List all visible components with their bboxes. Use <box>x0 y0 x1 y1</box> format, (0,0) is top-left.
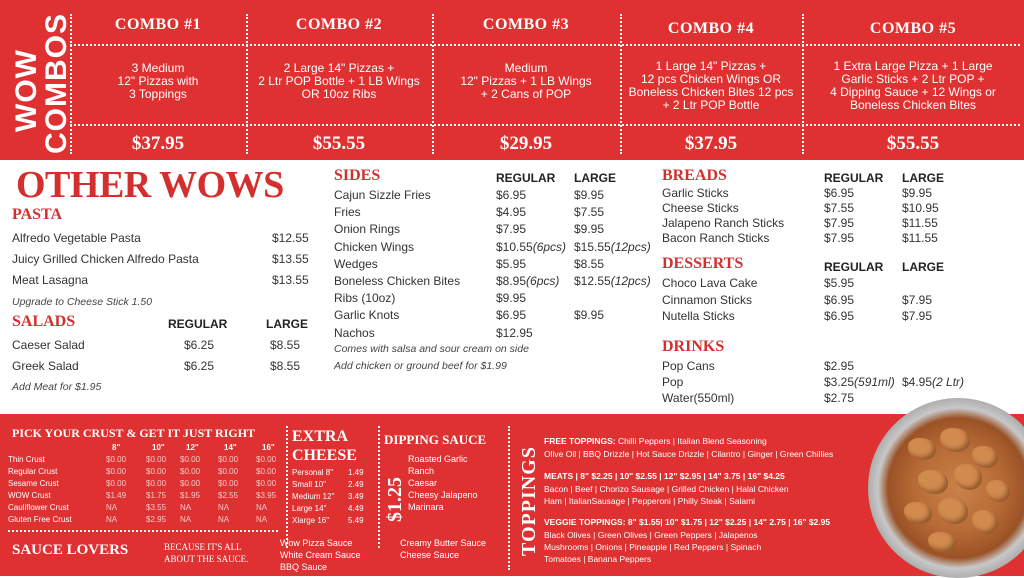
food-piece <box>938 498 968 524</box>
menu-item-price: $6.95 <box>824 292 855 307</box>
menu-item-price: $9.95 <box>574 188 605 202</box>
menu-item-name: Caeser Salad <box>12 338 85 352</box>
combo-description: 1 Extra Large Pizza + 1 Large Garlic Sticks + 2 Ltr POP + 4 Dipping Sauce + 12 Wings or Boneless Chicken Bites <box>830 59 996 112</box>
combo-price: $55.55 <box>886 133 940 154</box>
crust-price: $3.95 <box>256 491 277 500</box>
combos-word: COMBOS <box>40 13 73 154</box>
menu-item-price: $7.95 <box>902 292 933 307</box>
free-toppings-line <box>544 436 767 446</box>
menu-item-price: $4.95 <box>496 205 527 220</box>
salads-heading: SALADS <box>12 313 76 330</box>
menu-item-name: Jalapeno Ranch Sticks <box>662 216 785 230</box>
meats-prices: MEATS | 8" $2.25 | 10" $2.55 | 12" $2.95 | 14" 3.75 | 16" $4.25 <box>544 471 785 481</box>
menu-item-name: Fries <box>334 205 361 220</box>
menu-item-price: $6.25 <box>184 338 215 352</box>
menu-item-name: Alfredo Vegetable Pasta <box>12 231 141 245</box>
menu-item-name: Cajun Sizzle Fries <box>334 188 431 202</box>
combo-title: COMBO #2 <box>295 16 383 33</box>
crust-size-header: 10" <box>152 443 165 452</box>
crust-size-header: 14" <box>224 443 237 452</box>
menu-item-name: Pop Cans <box>662 359 715 373</box>
food-piece <box>940 428 970 452</box>
crust-price: NA <box>218 515 230 524</box>
crust-price: $0.00 <box>180 455 201 464</box>
menu-item-price: $9.95 <box>574 308 605 323</box>
menu-item-price: $2.75 <box>824 391 855 405</box>
column-header: LARGE <box>266 317 308 331</box>
menu-item-name: Bacon Ranch Sticks <box>662 231 770 245</box>
menu-item-name: Nachos <box>334 325 375 340</box>
crust-price: $0.00 <box>218 479 239 488</box>
combo-2[interactable] <box>248 0 430 160</box>
cheese-price: 4.49 <box>348 504 364 513</box>
crust-price: $0.00 <box>146 467 167 476</box>
food-piece <box>972 510 998 534</box>
combo-description: 2 Large 14" Pizzas + 2 Ltr POP Bottle + 1 LB Wings OR 10oz Ribs <box>258 61 420 101</box>
menu-item-price: $12.55(12pcs) <box>574 274 651 288</box>
crust-name: WOW Crust <box>8 491 51 500</box>
crust-price: $3.55 <box>146 503 167 512</box>
sauce-lovers-heading: SAUCE LOVERS <box>12 542 129 558</box>
sauce-item: Cheese Sauce <box>400 550 460 560</box>
menu-item-price: $4.95(2 Ltr) <box>902 375 965 389</box>
crust-price: $0.00 <box>106 455 127 464</box>
combos-banner <box>0 0 1024 160</box>
divider <box>378 426 380 548</box>
column-header: REGULAR <box>168 317 228 331</box>
crust-price: NA <box>218 503 230 512</box>
dipping-sauce-item: Marinara <box>408 502 444 512</box>
dipping-sauce-price: $1.25 <box>384 477 406 522</box>
cheese-size: Personal 8" <box>292 468 334 477</box>
veggie-items: Tomatoes | Banana Peppers <box>544 554 652 564</box>
crust-price: $0.00 <box>180 479 201 488</box>
meats-items: Ham | ItalianSausage | Pepperoni | Philly Steak | Salami <box>544 496 756 506</box>
crust-price: $1.75 <box>146 491 167 500</box>
free-toppings-items: Olive Oil | BBQ Drizzle | Hot Sauce Drizzle | Cilantro | Ginger | Green Chillies <box>544 449 834 459</box>
menu-item-price: $12.95 <box>496 325 533 340</box>
cheese-price: 2.49 <box>348 480 364 489</box>
dipping-sauce-heading: DIPPING SAUCE <box>384 432 487 447</box>
crust-name: Regular Crust <box>8 467 58 476</box>
menu-item-name: Juicy Grilled Chicken Alfredo Pasta <box>12 252 199 266</box>
crust-size-header: 8" <box>112 443 121 452</box>
meats-items: Bacon | Beef | Chorizo Sausage | Grilled Chicken | Halal Chicken <box>544 484 789 494</box>
extra-cheese-heading-1: EXTRA <box>292 428 349 445</box>
combo-title: COMBO #3 <box>482 16 570 33</box>
salads-note: Add Meat for $1.95 <box>12 381 102 393</box>
menu-item-name: Ribs (10oz) <box>334 291 396 306</box>
combo-price: $37.95 <box>131 133 185 154</box>
desserts-heading: DESSERTS <box>662 255 744 272</box>
sauce-item: Creamy Butter Sauce <box>400 538 487 548</box>
dipping-sauce-item: Cheesy Jalapeno <box>408 490 478 500</box>
menu-item-price: $13.55 <box>272 273 309 287</box>
pasta-note: Upgrade to Cheese Stick 1.50 <box>12 296 153 308</box>
column-header: REGULAR <box>824 171 884 185</box>
menu-item-price: $7.55 <box>574 205 605 220</box>
menu-item-price: $9.95 <box>574 222 605 237</box>
menu-item-price: $5.95 <box>824 276 855 290</box>
menu-item-name: Choco Lava Cake <box>662 276 758 290</box>
crust-size-header: 16" <box>262 443 275 452</box>
menu-item-price: $9.95 <box>902 186 933 200</box>
combo-price: $29.95 <box>499 133 553 154</box>
column-header: REGULAR <box>824 260 884 274</box>
column-header: LARGE <box>574 171 616 185</box>
menu-item-price: $8.55 <box>270 359 301 373</box>
veggie-items: Black Olives | Green Olives | Green Peppers | Jalapenos <box>544 530 758 540</box>
sides-note: Comes with salsa and sour cream on side <box>334 343 529 355</box>
free-toppings-items: Chilli Peppers | Italian Blend Seasoning <box>615 436 767 446</box>
combo-4[interactable] <box>622 0 800 160</box>
crust-name: Thin Crust <box>8 455 45 464</box>
food-piece <box>972 446 998 468</box>
crust-price: $2.55 <box>218 491 239 500</box>
combo-3[interactable] <box>434 0 618 160</box>
menu-item-name: Cinnamon Sticks <box>662 292 753 307</box>
menu-item-price: $13.55 <box>272 252 309 266</box>
menu-item-name: Nutella Sticks <box>662 309 735 323</box>
cheese-size: Small 10" <box>292 480 326 489</box>
menu-item-price: $2.95 <box>824 359 855 373</box>
sauce-lovers-tagline: ABOUT THE SAUCE. <box>164 554 249 564</box>
menu-item-price: $7.95 <box>496 222 527 237</box>
cheese-price: 5.49 <box>348 516 364 525</box>
sides-note: Add chicken or ground beef for $1.99 <box>334 360 507 372</box>
crust-price: $0.00 <box>180 467 201 476</box>
dipping-sauce-item: Caesar <box>408 478 438 488</box>
food-piece <box>918 470 948 494</box>
menu-item-name: Water(550ml) <box>662 391 735 405</box>
crust-name: Sesame Crust <box>8 479 59 488</box>
crust-price: NA <box>180 503 192 512</box>
divider <box>508 426 510 570</box>
veggie-prices: VEGGIE TOPPINGS: 8" $1.55| 10" $1.75 | 12" $2.25 | 14" 2.75 | 16" $2.95 <box>544 517 831 527</box>
menu-item-price: $11.55 <box>902 231 938 245</box>
crust-price: $0.00 <box>218 467 239 476</box>
menu-item-name: Pop <box>662 375 684 389</box>
extra-cheese-heading-2: CHEESE <box>292 447 357 464</box>
menu-item-name: Garlic Knots <box>334 308 400 323</box>
menu-item-price: $8.55 <box>270 338 301 352</box>
food-piece <box>986 480 1010 502</box>
combo-1[interactable] <box>72 0 244 160</box>
menu-item-name: Garlic Sticks <box>662 186 729 200</box>
food-piece <box>954 464 982 490</box>
menu-item-name: Chicken Wings <box>334 239 415 254</box>
combo-description: Medium 12" Pizzas + 1 LB Wings + 2 Cans of POP <box>460 61 592 101</box>
pasta-heading: PASTA <box>12 206 63 223</box>
menu-item-price: $11.55 <box>902 216 938 230</box>
wow-word: WOW <box>10 49 43 132</box>
menu-item-price: $12.55 <box>272 231 309 245</box>
menu-item-price: $10.95 <box>902 201 939 215</box>
menu-item-name: Meat Lasagna <box>12 273 89 287</box>
food-piece <box>908 438 936 460</box>
combo-title: COMBO #1 <box>114 16 202 33</box>
crust-price: NA <box>180 515 192 524</box>
toppings-vertical-heading: TOPPINGS <box>518 446 540 556</box>
other-wows-heading: OTHER WOWS <box>16 164 284 206</box>
crust-price: $0.00 <box>218 455 239 464</box>
food-piece <box>928 532 956 552</box>
crust-price: $0.00 <box>106 479 127 488</box>
wow-combos-heading <box>8 6 73 156</box>
sauce-item: BBQ Sauce <box>280 562 328 572</box>
menu-item-price: $6.95 <box>496 188 527 202</box>
combo-price: $37.95 <box>684 133 738 154</box>
menu-item-price: $6.95 <box>824 309 855 323</box>
menu-item-price: $3.25(591ml) <box>824 375 895 389</box>
menu-item-price: $9.95 <box>496 291 527 306</box>
breads-heading: BREADS <box>662 167 727 184</box>
sauce-lovers-tagline: BECAUSE IT'S ALL <box>164 542 242 552</box>
menu-item-price: $7.55 <box>824 201 855 215</box>
combo-title: COMBO #5 <box>869 20 957 37</box>
crust-price: $1.49 <box>106 491 127 500</box>
cheese-price: 1.49 <box>348 468 364 477</box>
cheese-size: Medium 12" <box>292 492 335 501</box>
menu-item-name: Greek Salad <box>12 359 79 373</box>
sauce-item: Wow Pizza Sauce <box>280 538 353 548</box>
crust-name: Gluten Free Crust <box>8 515 72 524</box>
menu-item-price: $6.25 <box>184 359 215 373</box>
menu-item-name: Onion Rings <box>334 222 401 237</box>
column-header: REGULAR <box>496 171 556 185</box>
menu-item-name: Wedges <box>334 256 378 271</box>
divider <box>8 530 278 532</box>
column-header: LARGE <box>902 260 944 274</box>
free-toppings-label: FREE TOPPINGS: <box>544 436 616 446</box>
menu-item-price: $8.55 <box>574 256 605 271</box>
menu-item-price: $10.55(6pcs) <box>496 239 567 254</box>
crust-price: $0.00 <box>146 479 167 488</box>
menu-item-price: $15.55(12pcs) <box>574 239 651 254</box>
combo-5[interactable] <box>804 0 1022 160</box>
cheese-size: Large 14" <box>292 504 327 513</box>
crust-price: $0.00 <box>256 479 277 488</box>
menu-item-name: Boneless Chicken Bites <box>334 274 461 288</box>
crust-price: $0.00 <box>256 467 277 476</box>
menu-item-price: $5.95 <box>496 256 527 271</box>
cheese-size: Xlarge 16" <box>292 516 330 525</box>
crust-price: $0.00 <box>256 455 277 464</box>
veggie-items: Mushrooms | Onions | Pineapple | Red Peppers | Spinach <box>544 542 762 552</box>
menu-item-price: $7.95 <box>824 231 855 245</box>
crust-price: $0.00 <box>106 467 127 476</box>
crust-price: NA <box>256 503 268 512</box>
crust-price: $2.95 <box>146 515 167 524</box>
crust-size-header: 12" <box>186 443 199 452</box>
crust-name: Cauliflower Crust <box>8 503 69 512</box>
combo-price: $55.55 <box>312 133 366 154</box>
column-header: LARGE <box>902 171 944 185</box>
cheese-price: 3.49 <box>348 492 364 501</box>
dipping-sauce-item: Ranch <box>408 466 435 476</box>
crust-price: NA <box>256 515 268 524</box>
menu-item-name: Cheese Sticks <box>662 201 739 215</box>
menu-item-price: $7.95 <box>902 309 933 323</box>
food-piece <box>904 502 932 524</box>
combo-description: 3 Medium 12" Pizzas with 3 Toppings <box>117 61 199 101</box>
dipping-sauce-item: Roasted Garlic <box>408 454 468 464</box>
crust-price: $1.95 <box>180 491 201 500</box>
crust-price: NA <box>106 503 118 512</box>
crust-heading: PICK YOUR CRUST & GET IT JUST RIGHT <box>12 426 256 440</box>
drinks-heading: DRINKS <box>662 338 725 355</box>
crust-price: NA <box>106 515 118 524</box>
sauce-item: White Cream Sauce <box>280 550 361 560</box>
menu-item-price: $8.95(6pcs) <box>496 274 560 288</box>
menu-item-price: $6.95 <box>824 186 855 200</box>
crust-price: $0.00 <box>146 455 167 464</box>
menu-item-price: $6.95 <box>496 308 527 323</box>
divider <box>286 426 288 548</box>
menu-item-price: $7.95 <box>824 216 855 230</box>
combo-description: 1 Large 14" Pizzas + 12 pcs Chicken Wings OR Boneless Chicken Bites 12 pcs + 2 Ltr POP Bottle <box>628 59 794 112</box>
sides-heading: SIDES <box>334 167 381 184</box>
combo-title: COMBO #4 <box>667 20 755 37</box>
